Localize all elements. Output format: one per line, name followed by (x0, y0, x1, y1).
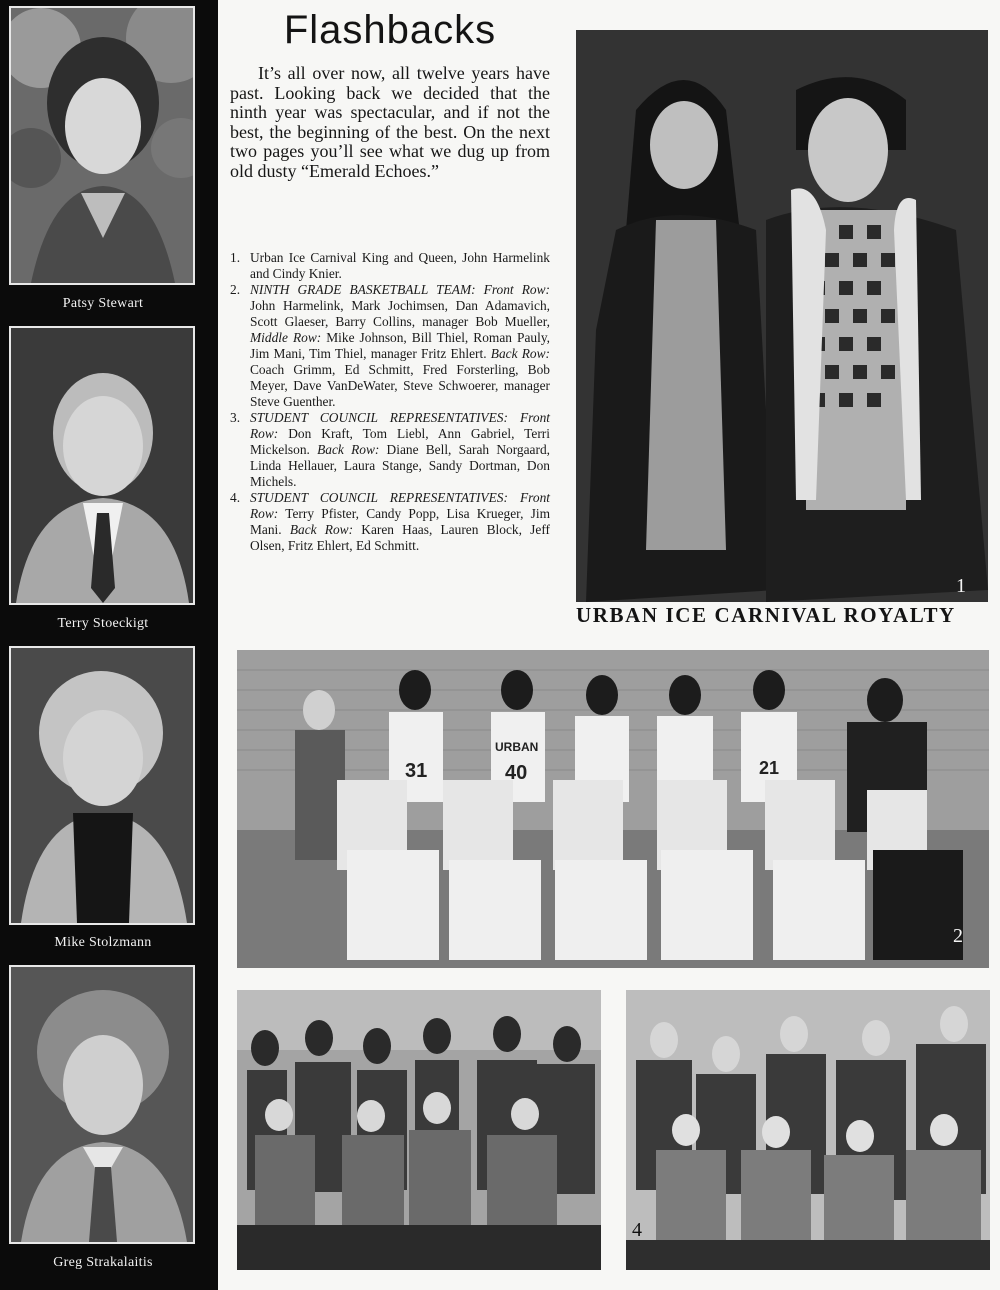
photo-captions (230, 250, 550, 554)
portrait-photo (11, 328, 193, 603)
council-photo (237, 990, 601, 1270)
caption-text: Terry Pfister, Candy Popp, Lisa Krueger, Jim Mani. (250, 506, 550, 537)
portrait-mike-stolzmann (9, 646, 195, 925)
jersey-number: 31 (405, 760, 428, 782)
photo-number: 4 (632, 1219, 642, 1241)
jersey-lettering: URBAN (495, 740, 539, 754)
jersey-number: 40 (505, 762, 528, 784)
caption-number: 2. (230, 282, 241, 297)
caption-item (230, 410, 550, 490)
caption-number: 4. (230, 490, 241, 505)
photo-student-council-4 (626, 990, 990, 1270)
caption-item (230, 490, 550, 554)
page-title: Flashbacks (283, 8, 497, 52)
portrait-photo (11, 8, 193, 283)
caption-text: Coach Grimm, Ed Schmitt, Fred Forsterling, Bob Meyer, Dave VanDeWater, Steve Schwoerer, manager Steve Guenther. (250, 362, 550, 409)
caption-text: Mike Johnson, Bill Thiel, Roman Pauly, Jim Mani, Tim Thiel, manager Fritz Ehlert. (250, 330, 550, 361)
portrait-caption: Terry Stoeckigt (57, 616, 149, 631)
portrait-column (0, 0, 206, 1290)
intro-paragraph: It’s all over now, all twelve years have past. Looking back we decided that the ninth year was spectacular, and if not the best, the beginning of the best. On the next two pages you’ll see what we dug up from old dusty “Emerald Echoes.” (230, 63, 550, 181)
caption-heading: Back Row: (317, 442, 380, 457)
photo-student-council-3 (237, 990, 601, 1270)
basketball-photo (237, 650, 989, 968)
royalty-banner: URBAN ICE CARNIVAL ROYALTY (576, 603, 956, 627)
caption-heading: Back Row: (490, 346, 550, 361)
portrait-terry-stoeckigt (9, 326, 195, 605)
caption-heading: STUDENT COUNCIL REPRESENTATIVES: Front Row: (250, 410, 550, 441)
portrait-photo (11, 648, 193, 923)
royalty-photo (576, 30, 988, 602)
photo-number: 2 (953, 925, 963, 947)
caption-heading: NINTH GRADE BASKETBALL TEAM: Front Row: (250, 282, 550, 297)
photo-royalty (576, 30, 988, 602)
caption-text: Urban Ice Carnival King and Queen, John Harmelink and Cindy Knier. (250, 250, 550, 281)
caption-number: 1. (230, 250, 241, 265)
portrait-greg-strakalaitis (9, 965, 195, 1244)
photo-basketball-team (237, 650, 989, 968)
photo-number: 1 (956, 575, 966, 597)
portrait-caption: Greg Strakalaitis (53, 1255, 153, 1270)
caption-text: Diane Bell, Sarah Norgaard, Linda Hellauer, Laura Stange, Sandy Dortman, Don Michels. (250, 442, 550, 489)
portrait-caption: Patsy Stewart (62, 296, 144, 311)
jersey-number: 21 (759, 758, 780, 778)
caption-heading: Back Row: (289, 522, 354, 537)
caption-heading: Middle Row: (250, 330, 322, 345)
caption-text: Karen Haas, Lauren Block, Jeff Olsen, Fritz Ehlert, Ed Schmitt. (250, 522, 550, 553)
council-photo (626, 990, 990, 1270)
portrait-photo (11, 967, 193, 1242)
portrait-patsy-stewart (9, 6, 195, 285)
portrait-caption: Mike Stolzmann (54, 935, 152, 950)
caption-heading: STUDENT COUNCIL REPRESENTATIVES: Front Row: (250, 490, 550, 521)
caption-item (230, 250, 550, 282)
caption-item (230, 282, 550, 410)
caption-text: Don Kraft, Tom Liebl, Ann Gabriel, Terri Mickelson. (250, 426, 550, 457)
caption-number: 3. (230, 410, 241, 425)
caption-text: John Harmelink, Mark Jochimsen, Dan Adamavich, Scott Glaeser, Barry Collins, manager Bob Mueller, (250, 298, 550, 329)
